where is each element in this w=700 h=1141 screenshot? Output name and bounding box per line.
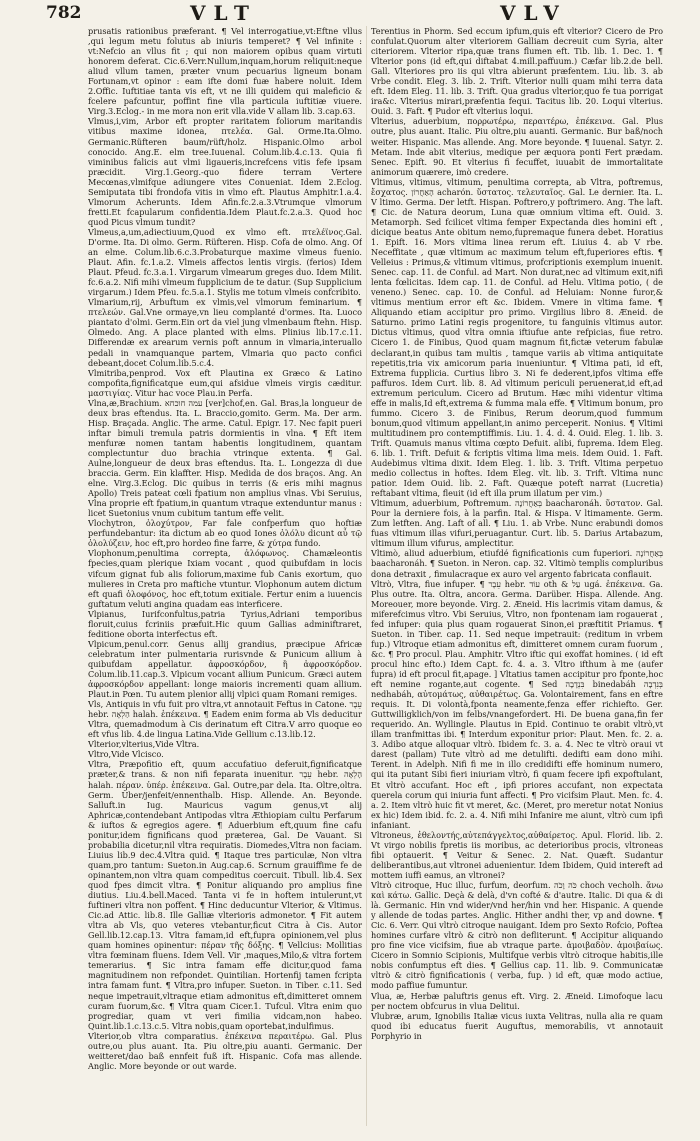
entry-paragraph: Terentius in Phorm. Sed eccum ipfum,quis eft vlterior? Cicero de Pro confulat.Quorum alter vlteriorem Galliam decreuit cum Syria, alter citeriorem. Vlterior ripa,quæ trans flumen eft. Tib. lib. 1. Dec. 1. ¶ Vlterior pons (id eft,qui diftabat 4.mill.paffuum.) Cæfar lib.2.de bell. Gall. Vlteriores pro iis qui vltra abierunt præfentem. Liu. lib. 3. ab Vrbe condit. Eleg. 3. lib. 2. Trift. Vlterior nulli quam mihi terra data eft. Idem Eleg. 11. lib. 3. Trift. Qua gradus vlterior,quo fe tua porrigat ira&c. Vlterius mirari,præfentia fequi. Tacitus lib. 20. Loqui vlterius. Ouid. 3. Faft. ¶ Pudor eft vlterius loqui. xyxy=(371,26,663,117)
entry-paragraph: prusatis rationibus præferant. ¶ Vel interrogatiue,vt:Eftne vllus ,qui legum metu folutus ab iniuris temperet? ¶ Vel infinite : vt:Nefcio an vllus fit ; qui non maiorem opibus quam virtuti honorem deferat. Cic.6.Verr.Nullum,inquam,horum reliquit:neque aliud vllum tamen, præter vnum pecuarius ligneum bonam Fortunam,vt opinor : eam ifte domi fuæ habere noluit. Idem 2.Offic. Iuftitiae tanta vis eft, vt ne illi quidem qui maleficio & fcelere pafcuntur, poffint fine vlla particula iuftitiæ viuere. Virg.3.Eclog.- in me mora non erit vlla.vide V allam lib. 3.cap.63. xyxy=(88,26,362,117)
entry-paragraph: Vlterior,ob vltra comparatius. ἐπέκεινα περαιτέρω. Gal. Plus outre,ou plus auant. Ita. Piu oltre,piu auanti. Germanic. Der weitteret/dao baß ennfeit fuß ift. Hispanic. Cofa mas allende. Anglic. More beyonde or out warde. xyxy=(88,1030,362,1071)
entry-paragraph: Vltimus, vltimus, vltimum, penultima correpta, ab Vltra, poftremus, ἔσχατος. הָאַחֲרוֹן acharón. ὕστατος. τελευταῖος. Gal. Le dernier. Ita. L. V ltimo. Germa. Der letft. Hispan. Poftrero,y poftrimero. Ang. The laft. ¶ Cic. de Natura deorum, Luna quæ omnium vltima eft. Ouid. 3. Metamorph. Sed fcilicet vltima femper Expectanda dies homini eft , dicique beatus Ante obitum nemo,fupremaque funera debet. Horatius 1. Epift. 16. Mors vltima linea rerum eft. Liuius 4. ab V rbe. Neceffitate , quæ vltimum ac maximum telum eft,fuperiores eftis. ¶ Velleius : Primus,& vltimum vltimus, profcriptionis exemplum inuenit. Senec. cap. 11. de Conful. ad Mart. Non durat,nec ad vltimum exit,nifi lenta fœlicitas. Idem cap. 11. de Conful. ad Helu. Vltima potio, ( de veneno.) Senec. cap. 10. de Conful. ad Heluiam: Nonne furor,& vltimus mentium error eft &c. Ibidem. Vmere in vltima fame. ¶ Aliquando etiam accipitur pro primo. Virgilius libro 8. Æneid. de Saturno. primo Latini regis progenitore, tu fanguinis vltimus autor. Dictus vltimus, quod vltra omnia iftiufue ante refpicias, fiue retro. Cicero 1. de Finibus, Quod quam magnum fit,fictæ veterum fabulæ declarant,in quibus tam multis , tamque variis ab vltima antiquitate repetitis,tria vix amicorum paria inueniuntur. ¶ Vltima pati, id eft, Extrema fupplicia. Curtius libro 3. Ni fe dederent,ipfos vltima effe paffuros. Idem Curt. lib. 8. Ad vltimum periculi peruenerat,id eft,ad extremum periculum. Cicero ad Brutum. Hæc mihi videntur vltima effe in malis,Id eft,extrema & fumma mala effe. ¶ Vltimum bonum, pro fummo. Cicero 3. de Finibus, Rerum deorum,quod fummum bonum,quod vltimum appellant,in animo perceperit. Nonius. ¶ Vltimi multitudinem pro contemptiffimis. Liu. 1. 4. d. 4. Ouid. Eleg. 1. lib. 3. Trift. Quamuis manus vltima cœpto Defuit. alibi, fuprema. Idem Eleg. 6. lib. 1. Trift. Defuit & fcriptis vltima lima meis. Idem Ouid. 1. Faft. Audebimus vltima dixit. Idem Eleg. 1. lib. 3. Trift. Vltima perpetuo medio collectus in hoftes. Idem Eleg. vlt. lib. 3. Trift. Vltima nunc patior. Idem Ouid. lib. 2. Faft. Quæque poteft narrat (Lucretia) reftabant vltima, fleuit (id eft illa prum illatum per vim.) xyxy=(371,176,663,499)
page-number: 782 xyxy=(46,3,82,23)
entry-paragraph: Vlpianus, Iurifconfultus,patria Tyrius,Adriani temporibus floruit,cuius fcriniis præfuit.Hic quum Gallias adminiftraret, feditione oborta interfectus eft. xyxy=(88,608,362,639)
entry-paragraph: Vlmus,i,vim, Arbor eft propter raritatem foliorum maritandis vitibus maxime idonea, πτελέα. Gal. Orme.Ita.Olmo. Germanic.Rüfteren baum/rüft/holz. Hispanic.Olmo arbol conocido. Ang.E. elm tree.Iuuenal. Colum.lib.4.c.13. Quia fi viminibus falicis aut vlmi ligaueris,increfcens vitis fefe ipsam præcidit. Virg.1.Georg.-quo fidere terram Vertere Mecœnas,vlmifque adiungere vites Conueniat. Idem 2.Eclog. Semiputata tibi frondofa vitis in vlmo eft. Plautus Amphitr.1.a.4. Vlmorum Acherunts. Idem Afin.fc.2.a.3.Vtrumque vlmorum fretti.Et fcapularum confidentia.Idem Plaut.fc.2.a.3. Quod hoc quod Picus vlmum tundit? xyxy=(88,116,362,227)
entry-paragraph: Vlmeus,a,um,adiectiuum,Quod ex vlmo eft. πτελέϊνος.Gal. D'orme. Ita. Di olmo. Germ. Rüfteren. Hisp. Cofa de olmo. Ang. Of an elme. Colum.lib.6.c.3.Probaturque maxime vlmeus fuenio. Plaut. Afin. fc.1.a.2. Vlmeis affectos lentis virgis. (ferios) Idem Plaut. Pfeud. fc.3.a.1. Virgarum vlmearum greges duo. Idem Milit. fc.6.a.2. Nifi mihi vlmeum fupplicium de te datur. (Sup Supplicium virgarum.) Idem Pfeu. fc.5.a.1. Stylis me totum vlmeis confcribito. xyxy=(88,226,362,298)
entry-paragraph: Vltimò, aliud aduerbium, etiufdé fignificationis cum fuperiori. בְּאַחֲרוֹנָה baacharonáh. ¶ Sueton. in Neron. cap. 32. Vltimò templis compluribus dona detraxit , fimulacraque ex auro vel argento fabricata conflauit. xyxy=(371,548,663,579)
entry-paragraph: Vltimum, aduerbium, Poftremum. בְּאַחֲרוֹנָה baacharonáh. ὕστατον. Gal. Pour la derniere fois, à la parfin. Ital. & Hispa. V ltimamente. Germ. Zum letften. Ang. Laft of all. ¶ Liu. 1. ab Vrbe. Nunc erabundi domos fuas vltimum illas vifuri,peruagantur. Curt. lib. 5. Darius Artabazum, vltimum illum vifurus, amplectitur. xyxy=(371,498,663,549)
right-running-title: VLV xyxy=(500,1,567,25)
entry-paragraph: Vls, Antiquis in vfu fuit pro vltra,vt annotauit Feftus in Catone. עֵבֶר hebr. הַלְאָה halah. ἐπέκεινα. ¶ Eadem enim forma ab Vls deducitur Vltra, quemadmodum à Cis derinatum eft Citra.V arro quoque eo eft vfus lib. 4.de lingua Latina.Vide Gellium c.13.lib.12. xyxy=(88,699,362,740)
entry-paragraph: Vltrò citroque, Huc illuc, furfum, deorfum. כֹּה וָכֹה choch vecholh. ἄνω καὶ κάτω. Gallic. Deçà & delà, d'vn cofté & d'autre. Italic. Di qua & di là. Germanic. Hin vnd wider/vnd her/hin vnd her. Hispanic. A quende y allende de todas partes. Anglic. Hither andhi ther, vp and downe. ¶ Cic. 6. Verr. Qui vltrò citroque nauigant. Idem pro Sexto Rofcio, Poftea homines curfare vltrò & citrò non defliterunt. ¶ Accipitur aliquando pro fine vice vicifsim, fiue ab vtraque parte. ἀμοιβαδὸν. ἀμοιβαίως. Cicero in Somnio Scipionis, Multifque verbis vltrò citroque habitis,ille nobis confumptus eft dies. ¶ Gellius cap. 11. lib. 9. Communicatæ vltrò & citrò fignificationis ( verba, fup. ) id eft, quæ modo actiue, modo paffiue fumuntur. xyxy=(371,879,663,991)
entry-paragraph: Vltroneus, ἐθελοντής,αὐτεπάγγελτος,αὐθαίρετος. Apul. Florid. lib. 2. Vt virgo nobilis fpretis iis moribus, ac deterioribus procis, vltroneas fibi optauerit. ¶ Veitur & Senec. 2. Nat. Quæft. Sudantur deliberantibus,aut vltronei aduenientur. Idem Ibidem, Quid intereft ad mottem iuffi eamus, an vltronei? xyxy=(371,829,663,880)
entry-paragraph: Vlophonum,penultima correpta, ἀλόφωνος. Chamæleontis fpecies,quam plerique Ixiam vocant , quod quibufdam in locis vifcum gignat fub alis foliorum,maxime fub Canis exortum, quo mulieres in Creta pro maftiche vtuntur. Vlophonum autem dictum eft quafi ὀλοφόνος, hoc eft,totum exitiale. Fertur enim a iuuencis guftatum veluti angina quadam eas interficere. xyxy=(88,548,362,609)
entry-paragraph: Vltra, Præpofitio eft, quum accufatiuo deferuit,fignificatque præter,& trans. & non nifi feparata inuenitur. עֵבֶר hebr. הָלְאָה halah. πέραν. ὑπέρ. ἐπέκεινα. Gal. Outre,par dela. Ita. Oltre,oltra. Germ. Über/jenfeit/ennenthalb. Hisp. Allende. An. Beyonde. Salluft.in Iug. Mauricus vagum genus,vt alij Aphricæ,contendebant Antipodas vltra Æthiopiam cultu Perfarum & iuftos & egregios agere. ¶ Aduerbium eft,quum fine cafu ponitur,idem fignificans quod præterea, Gal. De Vauant. Si probabilia dicetur,nil vltra requiratis. Diomedes,Vltra non faciam. Liuius lib.9 dec.4.Vltra quid. ¶ Itaque tres particulæ, Non vltra quam,pro tantum: Sueton.in Aug.cap.6. Scrnum grauiffime fe de opinantem,non vltra quam compeditus coercuit. Tibull. lib.4. Sex quod fpes dimcit vltra. ¶ Ponitur aliquando pro amplius fine diutius. Liu.4.bell.Maced. Tanta vi fe in hoftem intulerunt,vt fuftineri vltra non poffent. ¶ Hinc deducuntur Vlterior, & Vltimus. Cic.ad Attic. lib.8. Ille Galliæ vlterioris admonetor. ¶ Fit autem vltra ab Vls, quo veteres vtebantur,ficut Citra à Cis. Autor Gell.lib.12.cap.13. Vltra famam,id eft,fupra opinionem,vel plus quam homines opinentur: πέραν τῆς δόξης. ¶ Vellcius: Mollitias vltra fœminam fluens. Idem Vell. Vir ,maques,Milo,& vltra fortem temerarius. ¶ Sic intra famam effe dicitur,quod fama magnitudinem non refpondet. Quintilian. Hortenfij tamen fcripta intra famam funt. ¶ Vltra,pro infuper. Sueton. in Tiber. c.11. Sed neque impetrauit,vltraque etiam admonitus eft,dimitteret omnem curam fuorum,&c. ¶ Vltra quam Cicer.1. Tufcul. Vltra enim quo progrediar, quam vt veri fimilia vidcam,non habeo. Quint.lib.1.c.13.c.5. Vltra nobis,quam oportebat,indulfimus. xyxy=(88,759,362,1031)
running-header xyxy=(0,0,700,26)
left-column xyxy=(88,26,362,1132)
entry-paragraph: Vlterior,vlterius,Vide Vltra. xyxy=(88,739,200,750)
entry-paragraph: Vlmarium,rij, Arbuftum ex vlmis,vel vlmorum feminarium. ¶ πτελεών. Gal.Vne ormaye,vn lieu complanté d'ormes. Ita. Luoco piantato d'olmi. Germ.Ein ort da viel jung vlmenbaum ftehn. Hisp. Olmedo. Ang. A place planted with elms. Plinius lib.17.c.11. Differendæ ex arearum vernis poft annum in vlmaria,interuallo pedali in vnamquanque partem, Vlmaria quo pacto confici debeant,docet Colum.lib.5.c.4. xyxy=(88,297,362,368)
entry-paragraph: Vlterius, aduerbium, πορρωτέρω, περαιτέρω, ἐπέκεινα. Gal. Plus outre, plus auant. Italic. Piu oltre,piu auanti. Germanic. Bur baß/noch weiter. Hispanic. Mas allende. Ang. More beyonde. ¶ Iuuenal. Satyr. 2. Metam. Inde abit vlterius, medique per æquora ponti Fert prædam. Senec. Epift. 90. Et vlterius fi fecuffet, iuuabit de immortalitate animorum quærere, imò credere. xyxy=(371,116,663,177)
column-divider xyxy=(366,26,367,1126)
entry-paragraph: Vlmitriba,penprod. Vox eft Plautina ex Græco & Latino compofita,fignificatque eum,qui afsidue vlmeis virgis cæditur. μαστιγίας. Vitur hac voce Plau.in Perfa. xyxy=(88,367,362,398)
right-column xyxy=(371,26,663,1132)
entry-paragraph: Vlubræ, arum, Ignobilis Italiæ vicus iuxta Velitras, nulla alia re quam quod ibi educatus fuerit Auguftus, memorabilis, vt annotauit Porphyrio in xyxy=(371,1010,663,1041)
entry-paragraph: Vltrò, Vltra, fiue infuper. ¶ עֵבֶר hebr. עוֹד oth & עַל ugá. ἐπέκεινα. Ga. Plus outre. Ita. Oltra, ancora. Germa. Darüber. Hispa. Allende. Ang. Moreouer, more beyonde. Virg. 2. Æneid. His lacrimis vitam damus, & miferefcimus vltro. Vbi Seruius, Vltro, non fpontenam iam rogauerat , fed infuper: quia plus quam rogauerat Sinon,ei præftitit Priamus. ¶ Sueton. in Tiber. cap. 11. Sed neque impetrauit: (reditum in vrbem fup.) Vltroque etiam admonitus eft, dimitteret omnem curam fuorum , &c. ¶ Pro procul. Plau. Amphitr. Vltro iftic qui exoffat homines. ( id eft procul hinc efto.) Idem Capt. fc. 4. a. 3. Vltro ifthum à me (aufer fupra) id eft procul fit,apage. ] Vltatius tamen accipitur pro fponte,hoc eft nemine rogante,aut cogente. ¶ Sed בִּנְדָבָה binedabáh בְּנִדְבָה nedhabáh, αὐτομάτως, αὐθαιρέτως. Ga. Volontairement, fans en eftre requis. It. Di volontà,fponta neamente,fenza effer richiefto. Ger. Guttwilligklich/von im felbs/vnangefordert. Hi. De buena gana,fin fer requerido. An. Wyllingle. Plautus in Epid. Continuo te orabit vltrò,vt illam tranfmittas ibi. ¶ Interdum exponitur prior: Plaut. Men. fc. 2. a. 3. Adibo atque alloquar vltrò. Ibidem fc. 3. a. 4. Nec te vltrò oraui vt darest (pallam) Tute vltrò ad me detulifti. dedifti eam dono mihi. Terent. in Adelph. Nifi fi me in illo credidifti effe hominum numero, qui ita putant Sibi fieri iniuriam vltrò, fi quam fecere ipfi expoftulant, Et vltrò accufant. Hoc eft , ipfi priores accufant, non expectata querela corum qui iniuria funt affecti. ¶ Pro vicifsim Plaut. Men. fc. 4. a. 2. Item vltrò huic fit vt meret, &c. (Meret, pro meretur notat Nonius ex hic) Idem ibid. fc. 2. a. 4. Nifi mihi Infanire me aiunt, vltrò cum ipfi infaniant. xyxy=(371,578,663,830)
entry-paragraph: Vltro,Vide Vlcisco. xyxy=(88,749,164,760)
entry-paragraph: Vlna,æ,Brachium. עמה חוכחא [ver]chof,en. Gal. Bras,la longueur de deux bras eftendus. Ita. L. Braccio,gomito. Germ. Ma. Der arm. Hisp. Braçada. Anglic. The arme. Catul. Epigr. 17. Nec fapit pueri inftar bimuli tremula patris dormientis in vlna. ¶ Eft item menfuræ nomen tantam habentis longitudinem, quantam complectuntur duo brachia vtrinque extenta. ¶ Gal. Aulne,longueur de deux bras eftendus. Ita. L. Longezza di due braccia. Germ. Ein klaffter. Hisp. Medida de dos braços. Ang. An elne. Virg.3.Eclog. Dic quibus in terris (& eris mihi magnus Apollo) Treis pateat cœli fpatium non amplius vlnas. Vbi Seruius, Vlna proprie eft fpatium,in quantum vtraque extenduntur manus : licet Suetonius vnum cubitum tantum effe velit. xyxy=(88,397,362,519)
entry-paragraph: Vlochytron, ὀλοχύτρον, Far fale confperfum quo hoftiæ perfundebantur: ita dictum ab eo quod Iones ὀλόλυ dicunt αὖ τῷ ὀλολύζειν, hoc eft,pro hordeo fine farre, & χύτρα fundo. xyxy=(88,518,362,549)
entry-paragraph: Vlpicum,penul.corr. Genus allij grandius, præcipue Africæ celebratum inter pulmentaria rurisvnde & Punicum allium à quibufdam appellatur. ἀφροσκόρδον, ἢ ἀφροσκόρδον. Colum.lib.11.cap.3. Vlpicum vocant allium Punicum. Græci autem ἀφροσκόρδον appellant: longe maioris incrementi quam allium. Plaut.in Pœn. Tu autem plenior allij vlpici quam Romani remiges. xyxy=(88,638,362,700)
entry-paragraph: Vlua, æ, Herbæ paluftris genus eft. Virg. 2. Æneid. Limofoque lacu per noctem obfcurus in vlua Delitui. xyxy=(371,990,663,1011)
left-running-title: VLT xyxy=(190,1,257,25)
